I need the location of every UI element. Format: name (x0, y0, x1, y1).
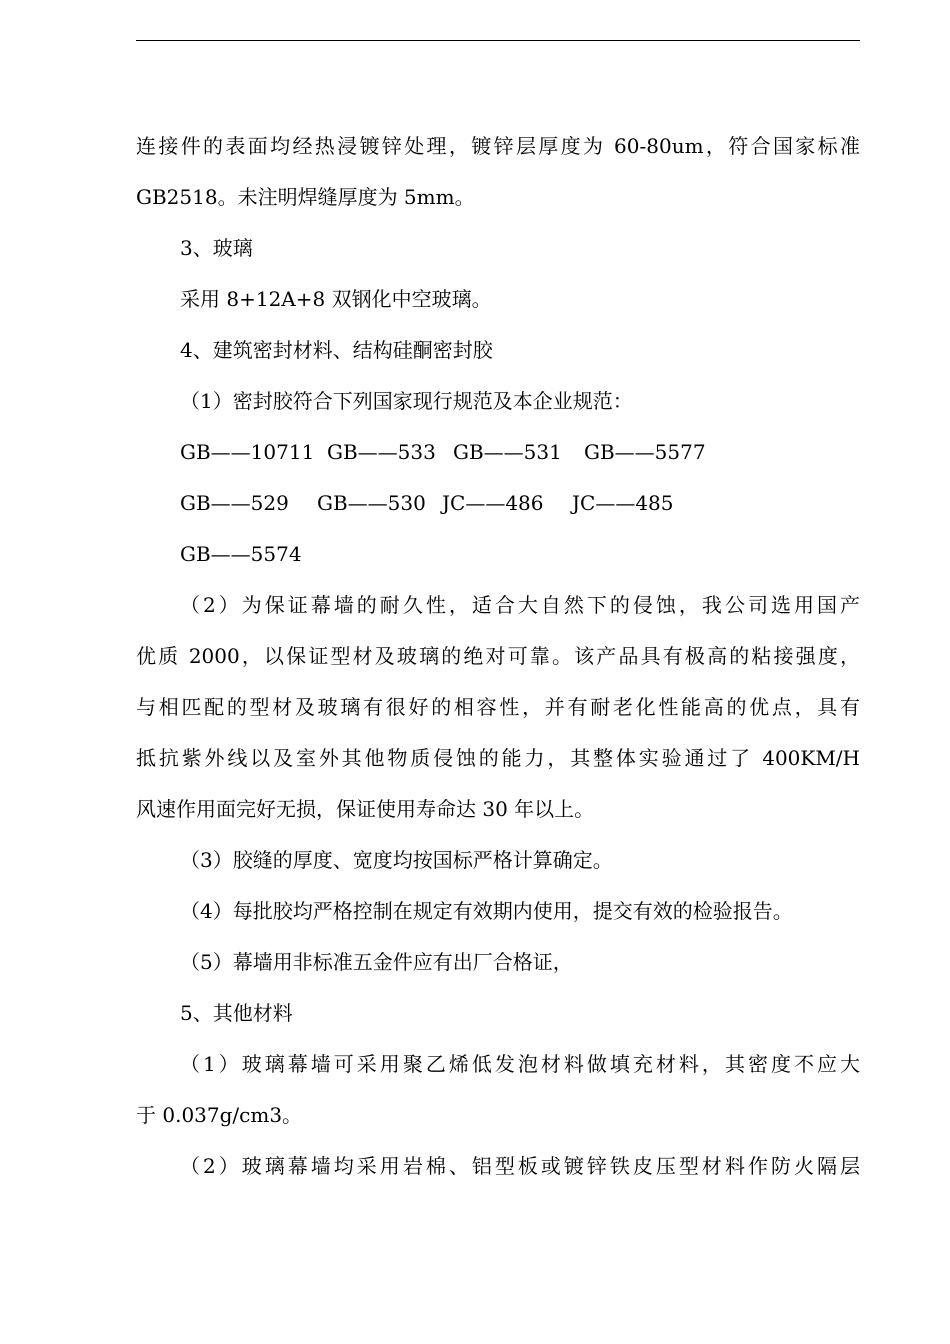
standard-code: GB——5574 (180, 542, 302, 566)
standard-code: GB——529 (180, 491, 289, 515)
standard-code: JC——485 (572, 491, 674, 515)
paragraph-line: （1）密封胶符合下列国家现行规范及本企业规范： (180, 389, 633, 413)
paragraph-line: （1）玻璃幕墙可采用聚乙烯低发泡材料做填充材料，其密度不应大 (180, 1052, 860, 1076)
section-heading-sealant: 4、建筑密封材料、结构硅酮密封胶 (180, 338, 493, 362)
section-heading-glass: 3、玻璃 (180, 236, 253, 260)
standard-code: GB——533 (327, 440, 436, 464)
document-body (136, 126, 860, 1197)
paragraph-line: 风速作用面完好无损，保证使用寿命达 30 年以上。 (136, 797, 595, 821)
standard-code: GB——531 (453, 440, 562, 464)
paragraph-line: 于 0.037g/cm3。 (136, 1103, 303, 1127)
standards-row-3 (136, 534, 860, 585)
paragraph-line: （2）玻璃幕墙均采用岩棉、铝型板或镀锌铁皮压型材料作防火隔层 (180, 1154, 860, 1178)
section-heading-other-materials: 5、其他材料 (180, 1001, 293, 1025)
standard-code: GB——10711 (180, 440, 315, 464)
standards-row-2 (136, 483, 860, 534)
standards-row-1 (136, 432, 860, 483)
paragraph-line: （3）胶缝的厚度、宽度均按国标严格计算确定。 (180, 848, 613, 872)
paragraph-line: 连接件的表面均经热浸镀锌处理，镀锌层厚度为 60-80um，符合国家标准 (136, 134, 860, 158)
paragraph-line: 与相匹配的型材及玻璃有很好的相容性，并有耐老化性能高的优点，具有 (136, 695, 860, 719)
header-rule (136, 40, 860, 41)
paragraph-line: 抵抗紫外线以及室外其他物质侵蚀的能力，其整体实验通过了 400KM/H (136, 746, 860, 770)
paragraph-line: （4）每批胶均严格控制在规定有效期内使用，提交有效的检验报告。 (180, 899, 793, 923)
standard-code: JC——486 (442, 491, 544, 515)
paragraph-line: GB2518。未注明焊缝厚度为 5mm。 (136, 185, 475, 209)
standard-code: GB——5577 (584, 440, 706, 464)
paragraph-line: （2）为保证幕墙的耐久性，适合大自然下的侵蚀，我公司选用国产 (180, 593, 860, 617)
paragraph-line: 采用 8+12A+8 双钢化中空玻璃。 (180, 287, 492, 311)
paragraph-line: 优质 2000，以保证型材及玻璃的绝对可靠。该产品具有极高的粘接强度， (136, 644, 860, 668)
standard-code: GB——530 (317, 491, 426, 515)
paragraph-line: （5）幕墙用非标准五金件应有出厂合格证， (180, 950, 573, 974)
